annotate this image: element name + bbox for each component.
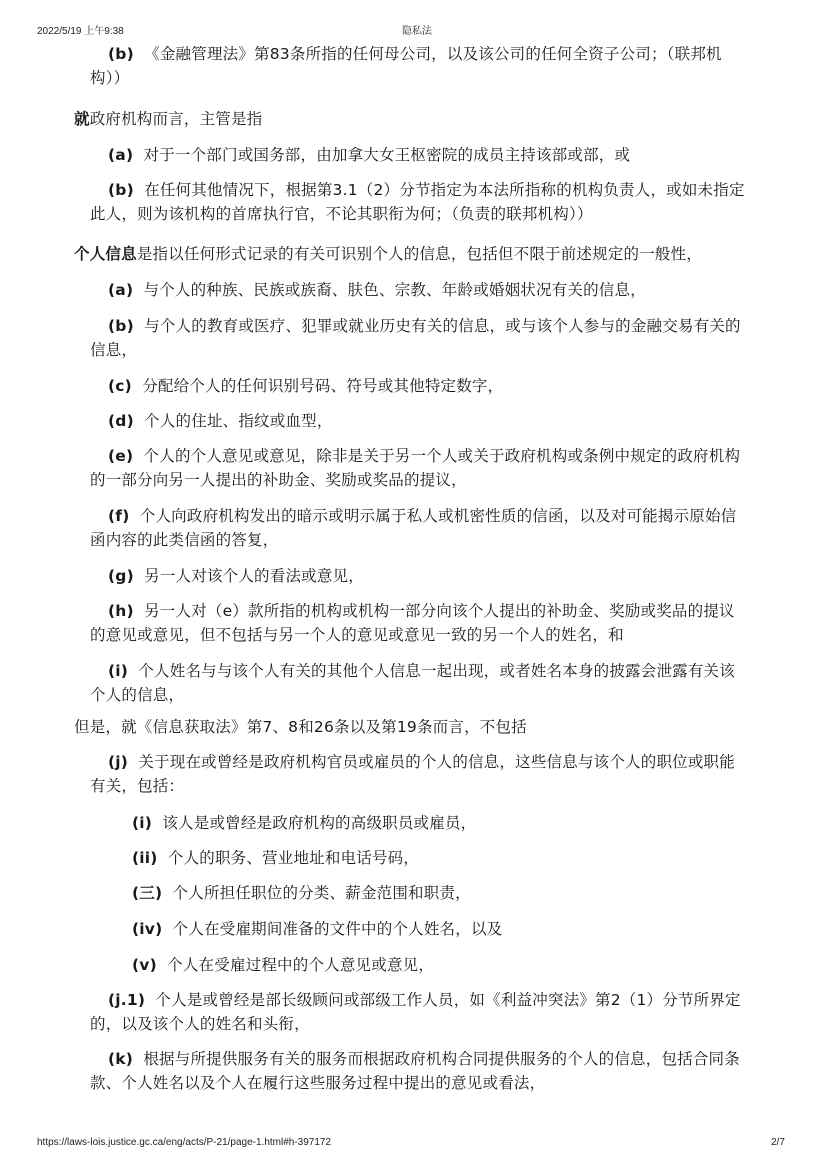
clause-b-head <box>90 178 750 226</box>
clause-text: 关于现在或曾经是政府机构官员或雇员的个人的信息，这些信息与该个人的职位或职能有关，包括： <box>90 753 735 795</box>
clause-a-head <box>90 143 750 167</box>
clause-b-financial <box>90 42 750 90</box>
clause-g <box>90 564 750 588</box>
clause-a <box>90 278 750 302</box>
clause-label: (c) <box>108 377 132 395</box>
clause-label: (b) <box>108 317 134 335</box>
subclause-ii <box>110 846 750 870</box>
clause-text: 个人在受雇期间准备的文件中的个人姓名，以及 <box>172 920 503 938</box>
clause-label: (iv) <box>132 920 163 938</box>
clause-text: 个人的个人意见或意见，除非是关于另一个人或关于政府机构或条例中规定的政府机构的一部分向另一人提出的补助金、奖励或奖品的提议， <box>90 447 741 489</box>
clause-label: (v) <box>132 956 157 974</box>
clause-text: 对于一个部门或国务部，由加拿大女王枢密院的成员主持该部或部，或 <box>143 146 631 164</box>
clause-label: (g) <box>108 567 134 585</box>
clause-label: (e) <box>108 447 134 465</box>
clause-text: 另一人对该个人的看法或意见， <box>144 567 364 585</box>
subclause-iii <box>110 881 750 905</box>
page-number: 2/7 <box>771 1137 785 1148</box>
clause-label: (f) <box>108 507 130 525</box>
clause-text: 个人姓名与与该个人有关的其他个人信息一起出现，或者姓名本身的披露会泄露有关该个人的信息， <box>90 662 735 704</box>
subclause-v <box>110 953 750 977</box>
exclusion-text: 但是，就《信息获取法》第7、8和26条以及第19条而言，不包括 <box>74 718 527 736</box>
clause-b <box>90 314 750 362</box>
source-url: https://laws-lois.justice.gc.ca/eng/acts/P-21/page-1.html#h-397172 <box>37 1137 332 1148</box>
subclause-iv <box>110 917 750 941</box>
clause-label: (h) <box>108 602 134 620</box>
clause-text: 与个人的种族、民族或族裔、肤色、宗教、年龄或婚姻状况有关的信息， <box>143 281 646 299</box>
clause-label: (b) <box>108 181 134 199</box>
clause-label: (ii) <box>132 849 158 867</box>
clause-c <box>90 374 750 398</box>
clause-text: 个人向政府机构发出的暗示或明示属于私人或机密性质的信函，以及对可能揭示原始信函内容的此类信函的答复， <box>90 507 737 549</box>
clause-text: 与个人的教育或医疗、犯罪或就业历史有关的信息，或与该个人参与的金融交易有关的信息， <box>90 317 741 359</box>
clause-text: 该人是或曾经是政府机构的高级职员或雇员， <box>162 814 477 832</box>
clause-label: (j.1) <box>108 991 146 1009</box>
clause-label: (k) <box>108 1050 134 1068</box>
definition-personal-info <box>74 242 764 266</box>
clause-k <box>90 1047 750 1095</box>
clause-label: (b) <box>108 45 134 63</box>
clause-text: 个人的住址、指纹或血型， <box>144 412 333 430</box>
clause-i <box>90 659 750 707</box>
clause-f <box>90 504 750 552</box>
definition-text: 是指以任何形式记录的有关可识别个人的信息，包括但不限于前述规定的一般性， <box>136 245 703 263</box>
clause-label: (三) <box>132 884 163 902</box>
clause-text: 个人的职务、营业地址和电话号码， <box>167 849 420 867</box>
definition-head <box>74 107 764 131</box>
clause-text: 另一人对（e）款所指的机构或机构一部分向该个人提出的补助金、奖励或奖品的提议的意见或意见，但不包括与另一个人的意见或意见一致的另一个人的姓名，和 <box>90 602 735 644</box>
clause-j1 <box>90 988 750 1036</box>
clause-label: (j) <box>108 753 129 771</box>
clause-label: (i) <box>108 662 129 680</box>
clause-d <box>90 409 750 433</box>
definition-term: 个人信息 <box>74 245 137 263</box>
clause-text: 个人在受雇过程中的个人意见或意见， <box>167 956 435 974</box>
clause-j <box>90 750 750 798</box>
clause-text: 根据与所提供服务有关的服务而根据政府机构合同提供服务的个人的信息，包括合同条款、个人姓名以及个人在履行这些服务过程中提出的意见或看法， <box>90 1050 740 1092</box>
clause-e <box>90 444 750 492</box>
clause-text: 《金融管理法》第83条所指的任何母公司，以及该公司的任何全资子公司；（联邦机构）） <box>90 45 722 87</box>
clause-h <box>90 599 750 647</box>
document-title: 隐私法 <box>402 26 432 37</box>
clause-label: (d) <box>108 412 134 430</box>
clause-label: (a) <box>108 146 134 164</box>
definition-term: 就 <box>74 110 90 128</box>
clause-text: 在任何其他情况下，根据第3.1（2）分节指定为本法所指称的机构负责人，或如未指定此人，则为该机构的首席执行官，不论其职衔为何；（负责的联邦机构）） <box>90 181 745 223</box>
print-datetime: 2022/5/19 上午9:38 <box>37 26 124 37</box>
subclause-i <box>110 811 750 835</box>
clause-text: 个人所担任职位的分类、薪金范围和职责， <box>172 884 471 902</box>
exclusion-head <box>74 715 764 739</box>
clause-label: (a) <box>108 281 134 299</box>
clause-text: 个人是或曾经是部长级顾问或部级工作人员，如《利益冲突法》第2（1）分节所界定的，以及该个人的姓名和头衔， <box>90 991 741 1033</box>
clause-label: (i) <box>132 814 153 832</box>
clause-text: 分配给个人的任何识别号码、符号或其他特定数字， <box>142 377 504 395</box>
definition-text: 政府机构而言，主管是指 <box>89 110 263 128</box>
